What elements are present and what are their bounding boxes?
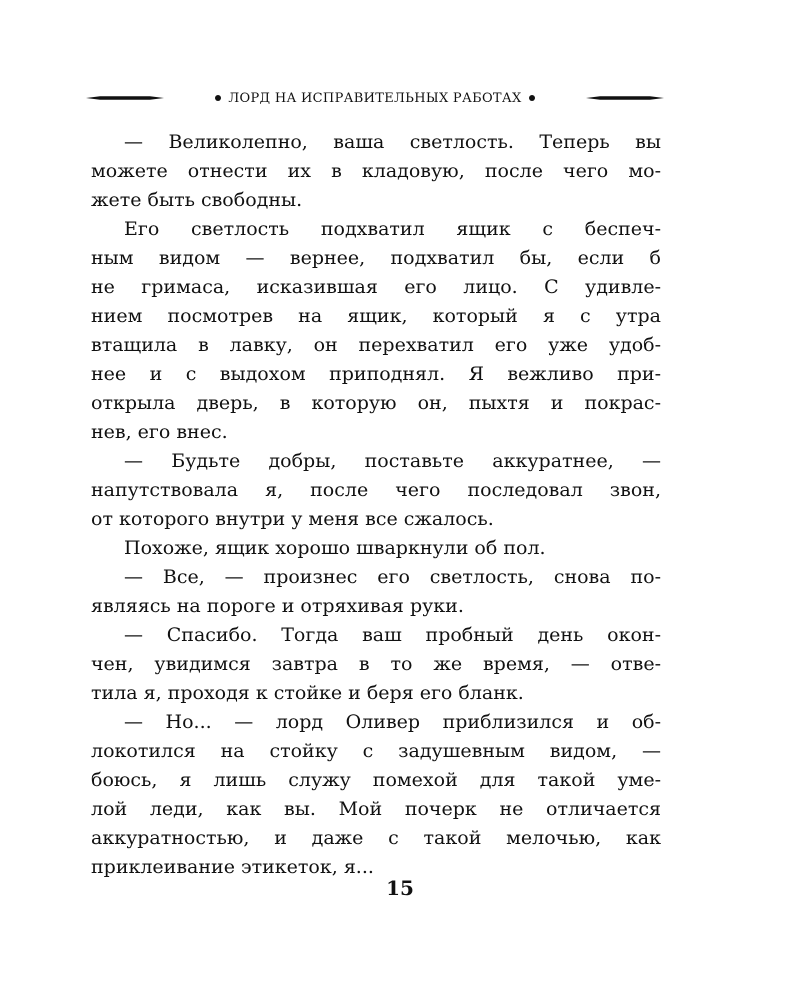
- text-line: тила я, проходя к стойке и беря его бланк.: [91, 682, 524, 704]
- right-bullet-dot: [529, 95, 535, 101]
- text-line: нее и с выдохом приподнял. Я вежливо при-: [91, 363, 661, 385]
- text-line: лой леди, как вы. Мой почерк не отличается: [91, 798, 661, 820]
- page-number: 15: [386, 876, 414, 900]
- text-line: боюсь, я лишь служу помехой для такой уме-: [91, 769, 661, 791]
- right-ornament-rule: [586, 91, 664, 105]
- paragraph: [91, 447, 661, 534]
- text-line: жете быть свободны.: [91, 189, 303, 211]
- running-header-center: [215, 91, 534, 106]
- text-line: открыла дверь, в которую он, пыхтя и покрас-: [91, 392, 661, 414]
- text-line: напутствовала я, после чего последовал звон,: [91, 479, 661, 501]
- text-line: — Великолепно, ваша светлость. Теперь вы: [124, 131, 661, 153]
- text-line: локотился на стойку с задушевным видом, —: [91, 740, 661, 762]
- text-line: — Все, — произнес его светлость, снова по-: [124, 566, 661, 588]
- paragraph: [91, 215, 661, 447]
- text-line: можете отнести их в кладовую, после чего мо-: [91, 160, 661, 182]
- text-line: Похоже, ящик хорошо шваркнули об пол.: [124, 537, 546, 559]
- text-line: являясь на пороге и отряхивая руки.: [91, 595, 464, 617]
- text-line: — Будьте добры, поставьте аккуратнее, —: [124, 450, 661, 472]
- paragraph: [91, 621, 661, 708]
- text-line: Его светлость подхватил ящик с беспеч-: [124, 218, 661, 240]
- paragraph: [91, 128, 661, 215]
- text-line: аккуратностью, и даже с такой мелочью, как: [91, 827, 661, 849]
- text-line: от которого внутри у меня все сжалось.: [91, 508, 494, 530]
- text-line: нев, его внес.: [91, 421, 228, 443]
- paragraph: [91, 534, 661, 563]
- running-title: ЛОРД НА ИСПРАВИТЕЛЬНЫХ РАБОТАХ: [228, 90, 522, 106]
- text-line: не гримаса, исказившая его лицо. С удивле-: [91, 276, 661, 298]
- text-line: нием посмотрев на ящик, который я с утра: [91, 305, 661, 327]
- text-line: чен, увидимся завтра в то же время, — отве-: [91, 653, 661, 675]
- running-header: [86, 86, 664, 110]
- paragraph: [91, 563, 661, 621]
- text-line: ным видом — вернее, подхватил бы, если б: [91, 247, 661, 269]
- text-line: — Но... — лорд Оливер приблизился и об-: [124, 711, 661, 733]
- text-line: втащила в лавку, он перехватил его уже удоб-: [91, 334, 661, 356]
- left-bullet-dot: [215, 95, 221, 101]
- paragraph: [91, 708, 661, 882]
- left-ornament-rule: [86, 91, 164, 105]
- body-text: [91, 128, 661, 882]
- text-line: — Спасибо. Тогда ваш пробный день окон-: [124, 624, 661, 646]
- text-line: приклеивание этикеток, я...: [91, 856, 374, 878]
